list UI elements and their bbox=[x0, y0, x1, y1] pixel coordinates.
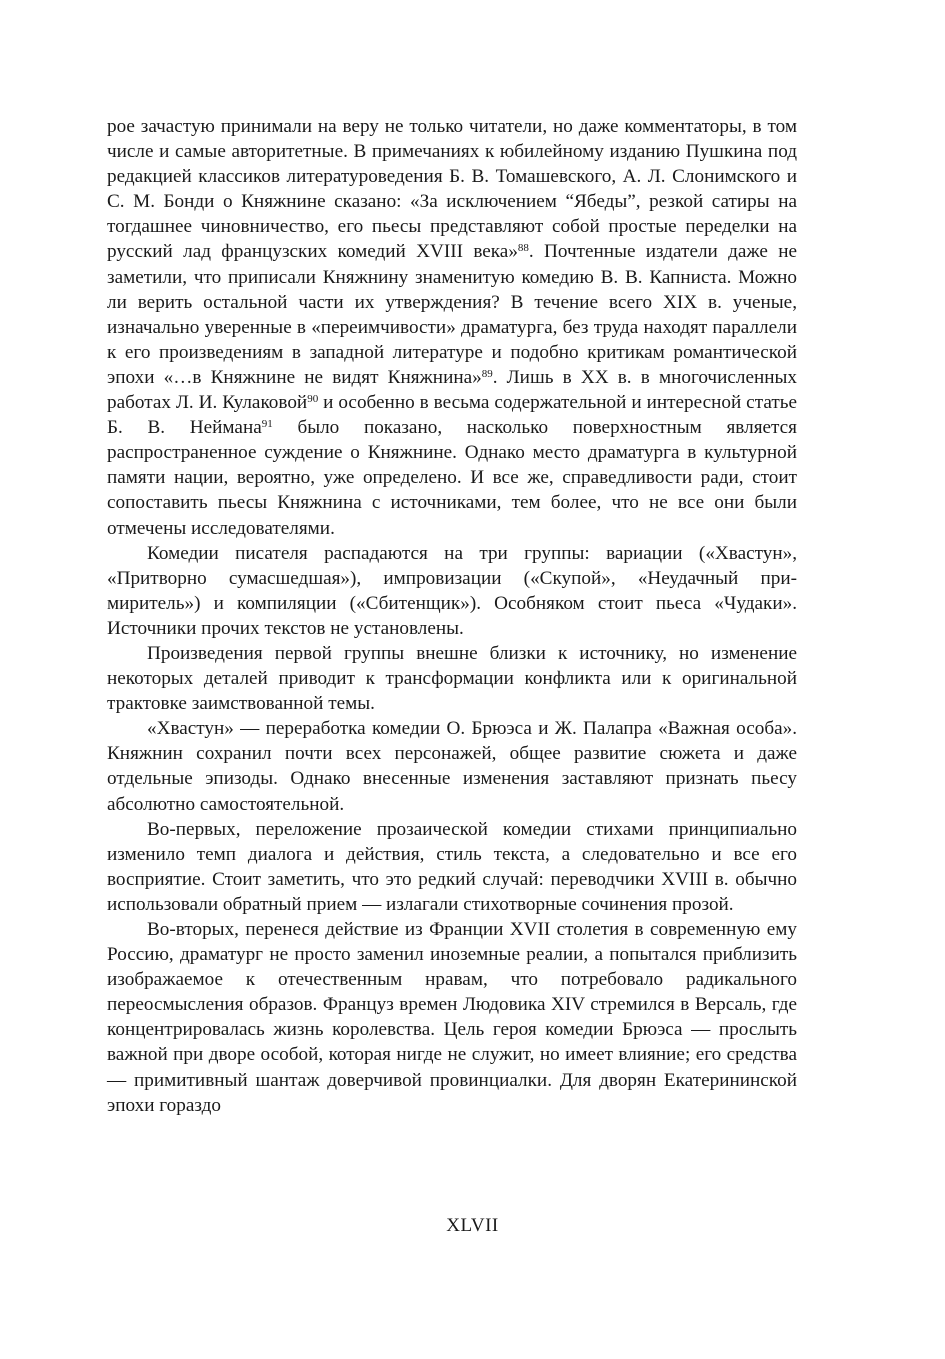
text-run: Во-первых, переложение прозаической комедии стихами принципиально изменило темп диалога и действия, стиль текста, а следовательно и все его восприятие. Стоит заметить, что это редкий случай: переводчики XVIII в. обычно использовали обратный прием — излагали стихотворные сочинения прозой. bbox=[107, 818, 797, 915]
text-run: «Хвастун» — переработка комедии О. Брюэса и Ж. Палапра «Важная особа». Княжнин сохранил почти всех персонажей, общее развитие сюжета и даже отдельные эпизоды. Однако внесенные изменения заставляют признать пьесу абсолютно самостоятельной. bbox=[107, 718, 797, 815]
paragraph bbox=[107, 817, 797, 917]
text-run: было показано, насколько поверхностным является распространенное суждение о Княжнине. Однако место драматурга в культурной памяти нации, вероятно, уже определено. И все же, справедливости ради, стоит сопоставить пьесы Княжнина с источниками, тем более, что не все они были отмечены исследователями. bbox=[107, 417, 797, 539]
text-run: Во-вторых, перенеся действие из Франции XVII столетия в современную ему Россию, драматург не просто заменил иноземные реалии, а попытался приблизить изображаемое к отечественным нравам, что потребовало радикального переосмысления образов. Француз времен Людовика XIV стремился в Версаль, где концентрировалась жизнь королевства. Цель героя комедии Брюэса — прослыть важной при дворе особой, которая нигде не служит, но имеет влияние; его средства — примитивный шантаж доверчивой провинциалки. Для дворян Екатерининской эпохи гораздо bbox=[107, 919, 797, 1116]
text-run: рое зачастую принимали на веру не только читатели, но даже комментаторы, в том числе и самые авторитетные. В примечаниях к юбилейному изданию Пушкина под редакцией классиков литературоведения Б. В. Томашевского, А. Л. Слонимского и С. М. Бонди о Княжнине сказано: «За исключением “Ябеды”, резкой сатиры на тогдашнее чиновничество, его пьесы представляют собой простые переделки на русский лад французских комедий XVIII века» bbox=[107, 116, 797, 263]
paragraph bbox=[107, 641, 797, 716]
footnote-ref: 89 bbox=[481, 367, 493, 380]
body-text bbox=[107, 114, 797, 1118]
paragraph bbox=[107, 114, 797, 541]
paragraph bbox=[107, 917, 797, 1118]
text-run: Произведения первой группы внешне близки к источнику, но изменение некоторых деталей приводит к трансформации конфликта или к оригинальной трактовке заимствованной темы. bbox=[107, 642, 797, 715]
footnote-ref: 91 bbox=[261, 418, 273, 431]
text-run: Комедии писателя распадаются на три группы: вариации («Хвастун», «Притворно сумасшедшая»), импровизации («Скупой», «Неудачный примиритель») и компиляции («Сбитенщик»). Особняком стоит пьеса «Чудаки». Источники прочих текстов не установлены. bbox=[107, 542, 797, 639]
footnote-ref: 90 bbox=[307, 393, 319, 406]
paragraph bbox=[107, 541, 797, 641]
footnote-ref: 88 bbox=[517, 242, 529, 255]
page-number: XLVII bbox=[446, 1215, 499, 1236]
text-run: . Лишь в XX в. в многочисленных работах Л. И. Кулаковой bbox=[107, 366, 797, 414]
text-run: и особенно в весьма содержательной и интересной статье Б. В. Неймана bbox=[107, 392, 797, 439]
text-run: . Почтенные издатели даже не заметили, что приписали Княжнину знаменитую комедию В. В. Капниста. Можно ли верить остальной части их утверждения? В течение всего XIX в. ученые, изначально уверенные в «переимчивости» драматурга, без труда находят параллели к его произведениям в западной литературе и подобно критикам романтической эпохи «…в Княжнине не видят Княжнина» bbox=[107, 241, 797, 388]
paragraph bbox=[107, 716, 797, 816]
